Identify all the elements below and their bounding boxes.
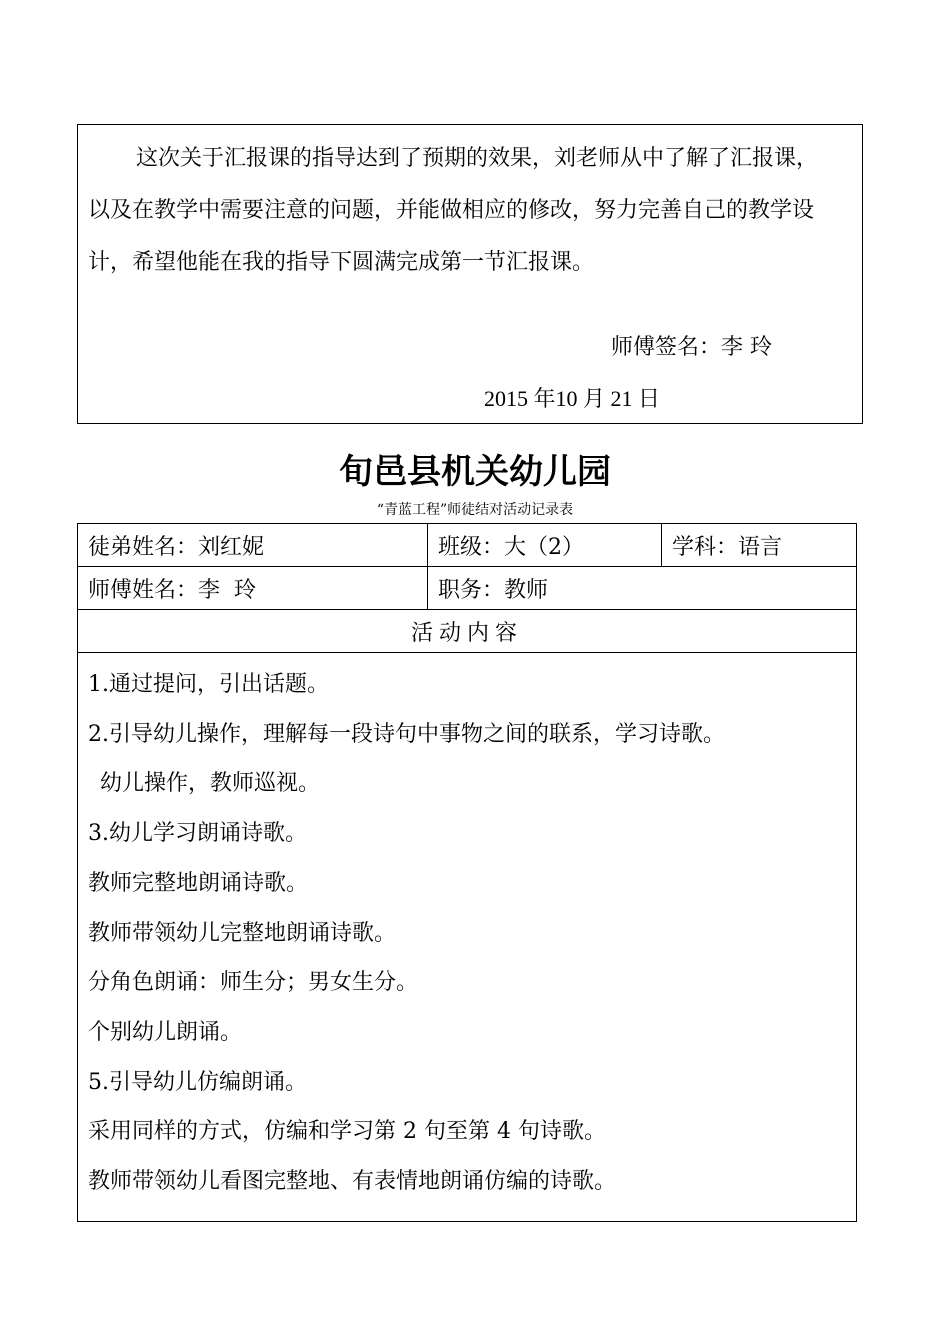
mentor-name-cell: 师傅姓名：李 玲 — [78, 567, 428, 610]
class-cell: 班级：大（2） — [428, 524, 662, 567]
content-line: 教师带领幼儿完整地朗诵诗歌。 — [88, 920, 397, 946]
date-month: 10 — [555, 386, 578, 411]
activity-record-table — [77, 523, 857, 1222]
content-line: 2.引导幼儿操作，理解每一段诗句中事物之间的联系，学习诗歌。 — [88, 721, 725, 747]
activity-content-cell — [78, 653, 857, 1222]
content-line: 教师完整地朗诵诗歌。 — [88, 870, 309, 896]
date-month-char: 月 — [583, 387, 606, 412]
content-line: 幼儿操作，教师巡视。 — [100, 771, 321, 797]
date-year: 2015 — [484, 386, 528, 411]
mentor-signature: 师傅签名：李 玲 — [611, 335, 772, 360]
apprentice-name-cell: 徒弟姓名：刘红妮 — [78, 524, 428, 567]
table-row — [78, 524, 857, 567]
content-line: 教师带领幼儿看图完整地、有表情地朗诵仿编的诗歌。 — [88, 1169, 617, 1195]
evaluation-paragraph: 这次关于汇报课的指导达到了预期的效果，刘老师从中了解了汇报课，以及在教学中需要注意的问题，并能做相应的修改，努力完善自己的教学设计，希望他能在我的指导下圆满完成第一节汇报课。 — [88, 146, 819, 275]
page-subtitle: “青蓝工程”师徒结对活动记录表 — [376, 502, 574, 518]
evaluation-box — [77, 124, 863, 424]
section-heading: 活动内容 — [78, 610, 857, 653]
subject-cell: 学科：语言 — [662, 524, 857, 567]
table-row — [78, 567, 857, 610]
table-row — [78, 610, 857, 653]
position-cell: 职务：教师 — [428, 567, 857, 610]
content-line: 采用同样的方式，仿编和学习第 2 句至第 4 句诗歌。 — [88, 1119, 606, 1145]
content-line: 1.通过提问，引出话题。 — [88, 672, 329, 697]
table-row — [78, 653, 857, 1222]
date-day-char: 日 — [638, 387, 661, 412]
signature-date — [484, 384, 660, 415]
content-line: 个别幼儿朗诵。 — [88, 1019, 243, 1045]
content-line: 5.引导幼儿仿编朗诵。 — [88, 1069, 307, 1095]
date-year-char: 年 — [533, 387, 556, 412]
content-line: 3.幼儿学习朗诵诗歌。 — [88, 821, 307, 847]
date-day: 21 — [610, 386, 633, 411]
page-title: 旬邑县机关幼儿园 — [339, 452, 611, 492]
content-line: 分角色朗诵：师生分；男女生分。 — [88, 970, 419, 996]
